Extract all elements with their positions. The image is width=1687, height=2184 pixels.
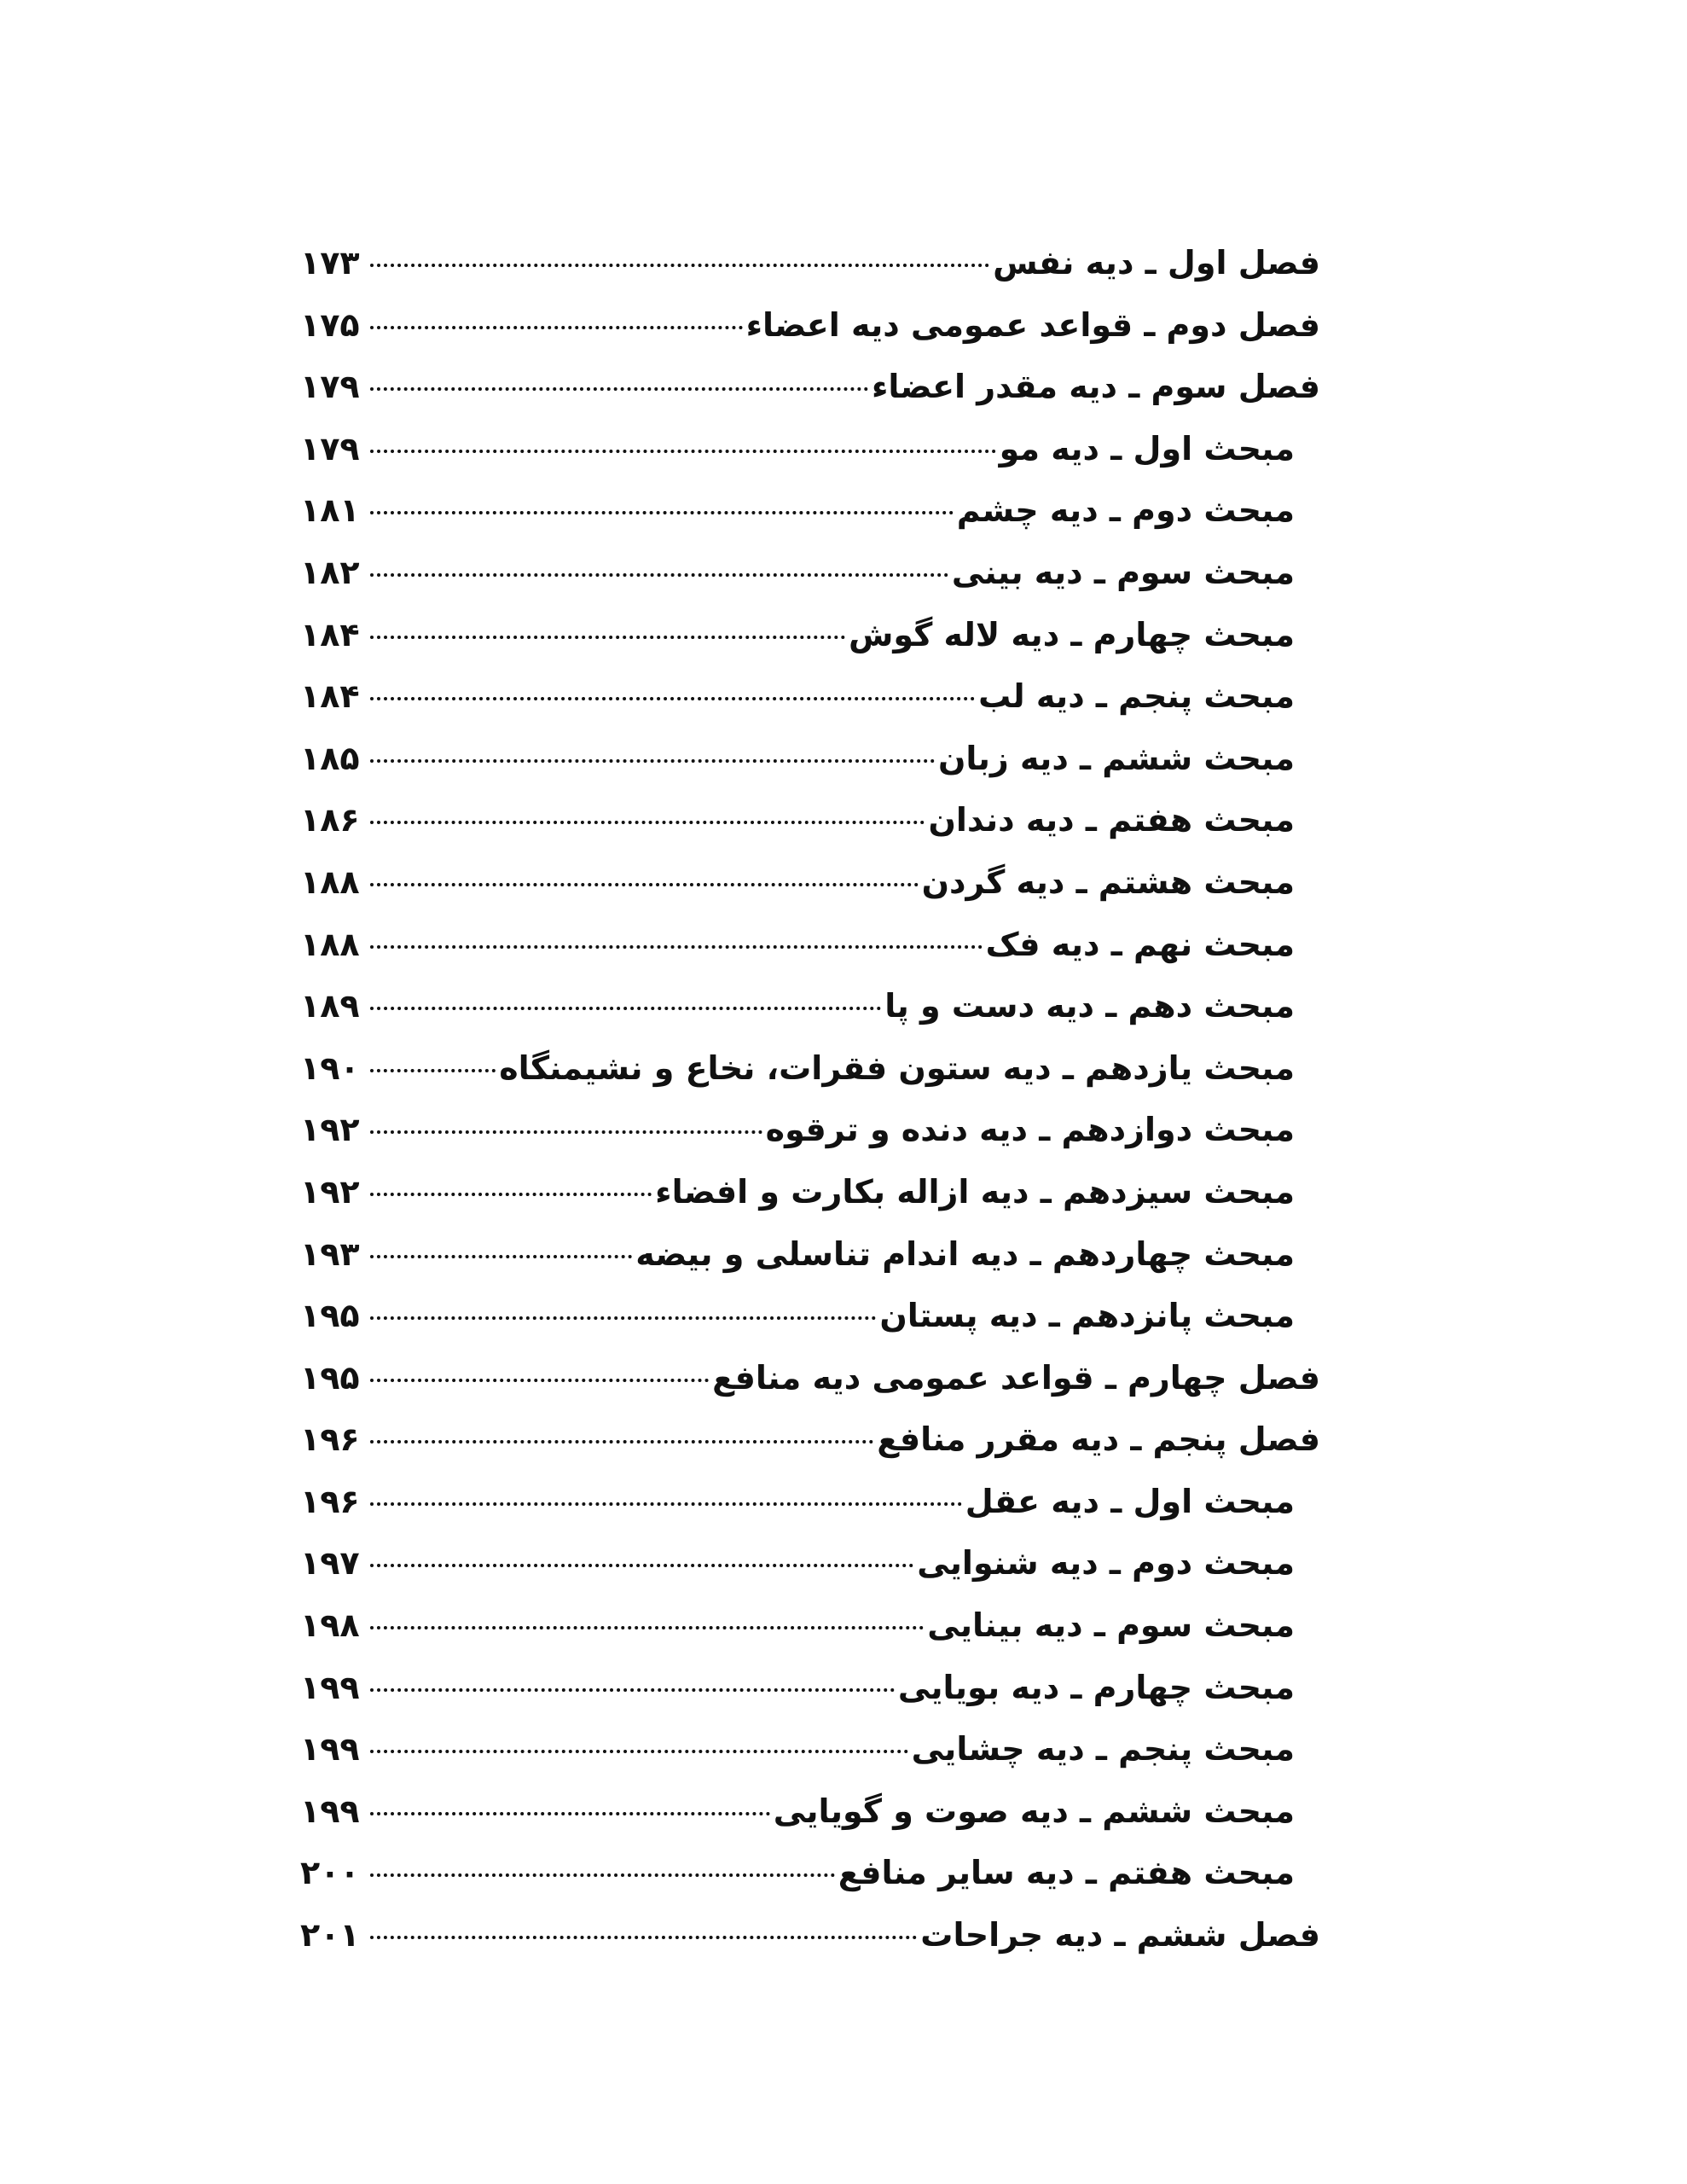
toc-entry	[300, 356, 1320, 418]
toc-entry-page-number: ۱۸۱	[300, 491, 360, 530]
toc-entry-page-number: ۲۰۰	[300, 1854, 360, 1892]
toc-entry-page-number: ۱۹۵	[300, 1297, 360, 1335]
toc-entry-title: مبحث چهاردهم ـ دیه اندام تناسلی و بیضه	[635, 1234, 1295, 1273]
toc-entry	[300, 1842, 1320, 1904]
toc-entry-title: مبحث دوازدهم ـ دیه دنده و ترقوه	[765, 1111, 1295, 1149]
toc-entry-title: فصل چهارم ـ قواعد عمومی دیه منافع	[712, 1358, 1320, 1397]
toc-entry-title: مبحث دوم ـ دیه شنوایی	[917, 1544, 1295, 1583]
toc-entry	[300, 665, 1320, 728]
toc-entry-title: مبحث هشتم ـ دیه گردن	[921, 863, 1295, 901]
toc-entry	[300, 728, 1320, 790]
toc-entry-page-number: ۱۸۸	[300, 925, 360, 963]
toc-entry	[300, 1347, 1320, 1409]
toc-entry	[300, 232, 1320, 294]
toc-entry	[300, 542, 1320, 604]
toc-entry	[300, 1471, 1320, 1533]
toc-leader-dots	[370, 1626, 924, 1629]
toc-leader-dots	[370, 1812, 770, 1815]
toc-leader-dots	[370, 1379, 709, 1382]
toc-entry-page-number: ۱۹۷	[300, 1544, 360, 1583]
toc-leader-dots	[370, 945, 983, 949]
toc-entry	[300, 1037, 1320, 1100]
toc-entry-page-number: ۱۸۴	[300, 677, 360, 716]
toc-leader-dots	[370, 450, 996, 453]
toc-entry	[300, 789, 1320, 851]
toc-entry	[300, 1532, 1320, 1594]
toc-leader-dots	[370, 1193, 652, 1196]
toc-entry	[300, 1099, 1320, 1161]
toc-entry-title: فصل پنجم ـ دیه مقرر منافع	[877, 1420, 1320, 1459]
toc-entry-title: مبحث پنجم ـ دیه لب	[978, 677, 1295, 716]
toc-entry-title: فصل دوم ـ قواعد عمومی دیه اعضاء	[745, 305, 1320, 344]
toc-leader-dots	[370, 387, 868, 391]
toc-entry	[300, 604, 1320, 666]
toc-entry	[300, 914, 1320, 976]
toc-entry-title: مبحث دهم ـ دیه دست و پا	[884, 987, 1295, 1025]
toc-entry-page-number: ۱۸۲	[300, 553, 360, 591]
toc-entry-title: مبحث هفتم ـ دیه دندان	[928, 801, 1295, 839]
toc-entry	[300, 1161, 1320, 1223]
toc-entry-page-number: ۱۸۹	[300, 987, 360, 1025]
toc-entry-page-number: ۱۹۶	[300, 1482, 360, 1520]
toc-entry-title: مبحث سیزدهم ـ دیه ازاله بکارت و افضاء	[655, 1172, 1295, 1211]
toc-entry	[300, 1657, 1320, 1719]
toc-entry-page-number: ۲۰۱	[300, 1916, 360, 1955]
toc-leader-dots	[370, 883, 919, 886]
toc-entry-title: مبحث ششم ـ دیه صوت و گویایی	[773, 1792, 1295, 1830]
toc-entry-page-number: ۱۹۵	[300, 1358, 360, 1397]
toc-entry-page-number: ۱۹۹	[300, 1730, 360, 1769]
toc-leader-dots	[370, 1936, 917, 1939]
toc-leader-dots	[370, 1502, 962, 1506]
toc-leader-dots	[370, 1564, 913, 1567]
toc-leader-dots	[370, 1130, 762, 1134]
toc-entry-title: فصل سوم ـ دیه مقدر اعضاء	[871, 368, 1320, 406]
toc-entry	[300, 1904, 1320, 1966]
toc-entry-page-number: ۱۹۸	[300, 1606, 360, 1645]
toc-entry-page-number: ۱۹۶	[300, 1420, 360, 1459]
toc-entry-page-number: ۱۸۵	[300, 739, 360, 777]
toc-leader-dots	[370, 636, 845, 639]
toc-entry	[300, 1223, 1320, 1286]
toc-leader-dots	[370, 1440, 873, 1443]
toc-entry-page-number: ۱۸۸	[300, 863, 360, 901]
toc-entry	[300, 418, 1320, 480]
toc-entry-page-number: ۱۷۵	[300, 305, 360, 344]
toc-entry-page-number: ۱۷۹	[300, 429, 360, 468]
toc-leader-dots	[370, 1007, 881, 1010]
toc-leader-dots	[370, 573, 948, 577]
toc-entry	[300, 479, 1320, 542]
toc-entry-title: فصل ششم ـ دیه جراحات	[920, 1916, 1320, 1955]
toc-entry	[300, 851, 1320, 914]
toc-entry-page-number: ۱۷۹	[300, 368, 360, 406]
toc-leader-dots	[370, 1255, 632, 1258]
toc-entry-title: مبحث پنجم ـ دیه چشایی	[911, 1730, 1295, 1769]
toc-leader-dots	[370, 1873, 835, 1877]
toc-entry-title: مبحث چهارم ـ دیه بویایی	[897, 1668, 1295, 1706]
toc-entry	[300, 1780, 1320, 1843]
toc-entry-title: مبحث یازدهم ـ دیه ستون فقرات، نخاع و نشیمنگاه	[499, 1048, 1295, 1087]
toc-rows	[300, 232, 1320, 1966]
toc-entry-title: مبحث سوم ـ دیه بینی	[951, 553, 1295, 591]
toc-entry	[300, 1409, 1320, 1471]
toc-entry-title: مبحث سوم ـ دیه بینایی	[927, 1606, 1295, 1645]
toc-entry-page-number: ۱۸۶	[300, 801, 360, 839]
toc-entry-title: مبحث چهارم ـ دیه لاله گوش	[848, 615, 1295, 653]
toc-entry	[300, 1594, 1320, 1657]
toc-entry-title: مبحث هفتم ـ دیه سایر منافع	[838, 1854, 1295, 1892]
toc-leader-dots	[370, 1750, 908, 1753]
toc-entry-title: مبحث ششم ـ دیه زبان	[937, 739, 1295, 777]
toc-entry-page-number: ۱۹۹	[300, 1792, 360, 1830]
toc-entry-title: مبحث نهم ـ دیه فک	[985, 925, 1295, 963]
toc-entry-title: مبحث اول ـ دیه عقل	[965, 1482, 1295, 1520]
toc-entry-page-number: ۱۹۲	[300, 1172, 360, 1211]
toc-entry	[300, 1718, 1320, 1780]
toc-leader-dots	[370, 511, 954, 514]
toc-entry-page-number: ۱۹۳	[300, 1234, 360, 1273]
toc-leader-dots	[370, 1069, 496, 1072]
toc-leader-dots	[370, 821, 925, 824]
toc-entry-title: فصل اول ـ دیه نفس	[993, 244, 1320, 282]
toc-entry-page-number: ۱۹۰	[300, 1048, 360, 1087]
toc-entry-title: مبحث اول ـ دیه مو	[999, 429, 1295, 468]
toc-leader-dots	[370, 264, 989, 267]
toc-leader-dots	[370, 1316, 876, 1320]
toc-entry-title: مبحث پانزدهم ـ دیه پستان	[879, 1297, 1295, 1335]
toc-entry-page-number: ۱۹۲	[300, 1111, 360, 1149]
toc-entry	[300, 1285, 1320, 1347]
toc-entry	[300, 294, 1320, 357]
toc-entry-page-number: ۱۷۳	[300, 244, 360, 282]
toc-entry-page-number: ۱۹۹	[300, 1668, 360, 1706]
toc-leader-dots	[370, 697, 975, 700]
toc-entry-title: مبحث دوم ـ دیه چشم	[956, 491, 1295, 530]
toc-leader-dots	[370, 326, 743, 329]
toc-leader-dots	[370, 1688, 895, 1692]
table-of-contents	[300, 232, 1320, 1966]
toc-leader-dots	[370, 759, 935, 763]
toc-entry-page-number: ۱۸۴	[300, 615, 360, 653]
toc-entry	[300, 975, 1320, 1037]
